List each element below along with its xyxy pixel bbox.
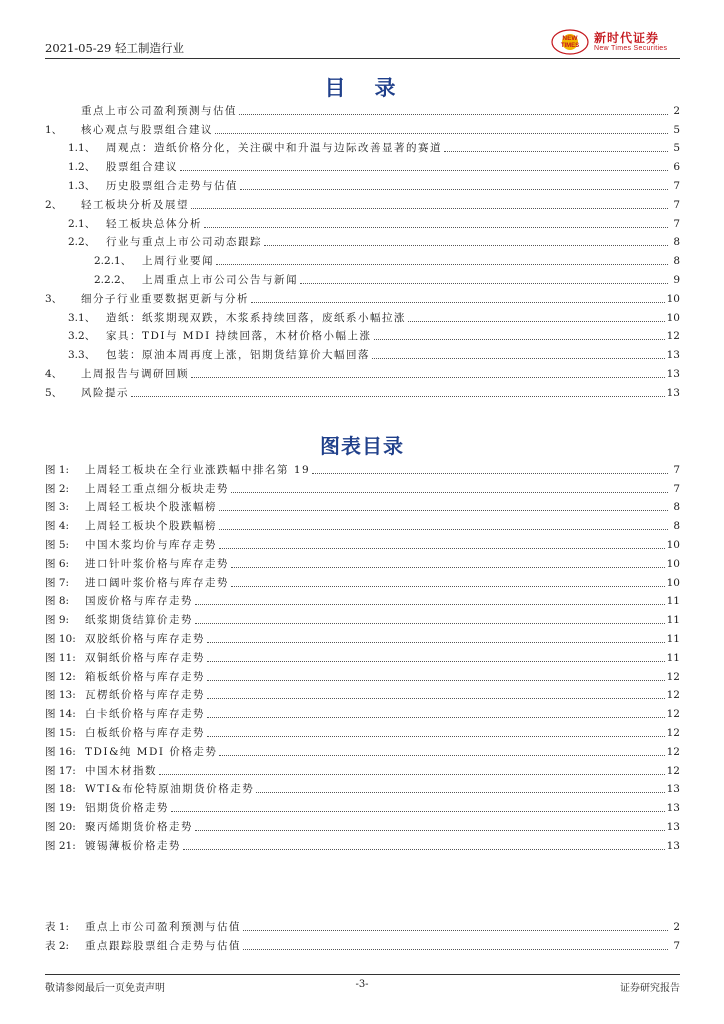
toc-entry-leader-dots [191,208,668,209]
figure-entry-page: 13 [666,839,680,852]
figure-entry-page: 10 [666,557,680,570]
toc-entry-leader-dots [300,283,668,284]
toc-entry-number: 1、 [45,123,63,136]
figure-entry-title: 箱板纸价格与库存走势 [85,670,205,683]
figure-entry-page: 7 [673,463,680,476]
toc-entry-number: 3.3、 [68,349,96,362]
toc-entry-title: 重点上市公司盈利预测与估值 [81,104,237,117]
figure-entry-page: 12 [666,745,680,758]
toc-entry-number: 1.3、 [68,179,96,192]
figure-entry-title: 中国木材指数 [85,764,157,777]
footer-divider [45,974,680,975]
toc-entry-title: 历史股票组合走势与估值 [106,179,238,192]
toc-entry-page: 6 [673,161,680,174]
figure-entry-title: 上周轻工板块个股跌幅榜 [85,520,217,533]
toc-entry-page: 10 [666,311,680,324]
toc-entry[interactable] [45,155,680,174]
figure-entry-leader-dots [231,492,668,493]
figure-entry-leader-dots [231,586,665,587]
figure-entry[interactable] [45,740,680,759]
figure-entry-title: 铝期货价格走势 [85,802,169,815]
figure-entry[interactable] [45,533,680,552]
figure-entry[interactable] [45,458,680,477]
figure-entry-title: 中国木浆均价与库存走势 [85,538,217,551]
toc-entry-leader-dots [374,339,665,340]
figure-entry-number: 图 11: [45,651,76,664]
table-entry[interactable] [45,915,680,934]
figure-entry-leader-dots [207,661,665,662]
toc-entry[interactable] [45,249,680,268]
toc-entry[interactable] [45,381,680,400]
logo-text-cn: 新时代证券 [594,31,660,45]
figure-entry-page: 11 [666,632,680,645]
figure-entry-number: 图 19: [45,802,76,815]
figure-entry-page: 8 [673,501,680,514]
toc-entry-title: 风险提示 [81,386,129,399]
toc-entry[interactable] [45,118,680,137]
toc-entry-title: 细分子行业重要数据更新与分析 [81,292,249,305]
figure-entry-leader-dots [207,680,665,681]
figure-entry-title: 双铜纸价格与库存走势 [85,651,205,664]
toc-list [45,99,680,400]
figure-entry-title: 进口针叶浆价格与库存走势 [85,557,229,570]
figure-entry[interactable] [45,721,680,740]
toc-entry-number: 1.2、 [68,161,96,174]
table-entry-page: 7 [673,939,680,952]
figure-entry-leader-dots [312,473,668,474]
toc-entry[interactable] [45,362,680,381]
figure-entry-leader-dots [219,529,668,530]
page-number: -3- [355,979,369,990]
toc-entry-title: 造纸：纸浆期现双跌，木浆系持续回落，废纸系小幅拉涨 [106,311,406,324]
toc-entry-leader-dots [251,302,665,303]
toc-entry[interactable] [45,174,680,193]
toc-entry-page: 5 [673,123,680,136]
toc-title: 目 录 [324,76,400,100]
toc-entry-leader-dots [372,358,665,359]
figure-entry[interactable] [45,496,680,515]
figure-entry-number: 图 3: [45,501,70,514]
figure-entry-page: 10 [666,538,680,551]
toc-entry-number: 5、 [45,386,63,399]
figure-entry[interactable] [45,514,680,533]
figure-entry-number: 图 9: [45,614,70,627]
figure-entry-page: 13 [666,783,680,796]
figure-entry-number: 图 13: [45,689,76,702]
figure-entry-title: 白卡纸价格与库存走势 [85,708,205,721]
toc-entry-leader-dots [204,227,668,228]
toc-entry-page: 5 [673,142,680,155]
toc-entry[interactable] [45,268,680,287]
toc-entry-leader-dots [191,377,665,378]
toc-entry-leader-dots [264,245,668,246]
figure-entry-page: 11 [666,614,680,627]
figure-entry-page: 12 [666,764,680,777]
toc-entry-page: 7 [673,217,680,230]
figure-entry-title: TDI&纯 MDI 价格走势 [85,745,218,758]
figure-entry-number: 图 10: [45,632,76,645]
toc-entry-leader-dots [444,151,668,152]
company-logo [550,28,680,56]
toc-entry-page: 8 [673,255,680,268]
toc-entry-number: 2.1、 [68,217,96,230]
toc-entry-title: 轻工板块分析及展望 [81,198,189,211]
logo-emblem-icon [550,28,590,56]
table-entry-page: 2 [673,920,680,933]
figures-title: 图表目录 [320,434,404,458]
figure-entry-number: 图 5: [45,538,70,551]
toc-entry-page: 13 [666,367,680,380]
toc-entry[interactable] [45,325,680,344]
toc-entry-leader-dots [408,321,665,322]
toc-entry-number: 2.2.1、 [94,255,132,268]
toc-entry-page: 2 [673,104,680,117]
figure-entry-title: 聚丙烯期货价格走势 [85,820,193,833]
figure-entry-number: 图 16: [45,745,76,758]
toc-entry-number: 3、 [45,292,63,305]
figure-entry[interactable] [45,608,680,627]
header-divider [45,58,680,59]
figure-entry-title: 瓦楞纸价格与库存走势 [85,689,205,702]
figure-entry[interactable] [45,665,680,684]
table-entry-title: 重点跟踪股票组合走势与估值 [85,939,241,952]
figure-entry-number: 图 6: [45,557,70,570]
toc-entry-page: 9 [673,273,680,286]
toc-entry-title: 上周报告与调研回顾 [81,367,189,380]
logo-text-en: New Times Securities [594,45,668,52]
figure-entry[interactable] [45,796,680,815]
figure-entry[interactable] [45,684,680,703]
header-date-industry: 2021-05-29 轻工制造行业 [45,41,184,55]
toc-entry-page: 10 [666,292,680,305]
figure-entry-number: 图 12: [45,670,76,683]
svg-text:NEW: NEW [562,35,578,42]
figure-entry-title: 进口阔叶浆价格与库存走势 [85,576,229,589]
toc-entry[interactable] [45,343,680,362]
toc-entry-leader-dots [239,114,668,115]
toc-entry-page: 13 [666,349,680,362]
toc-entry[interactable] [45,212,680,231]
figure-entry[interactable] [45,759,680,778]
svg-text:TIMES: TIMES [560,43,580,49]
figure-entry-number: 图 15: [45,726,76,739]
figure-entry-leader-dots [207,698,665,699]
toc-entry-title: 上周重点上市公司公告与新闻 [142,273,298,286]
toc-entry[interactable] [45,287,680,306]
figure-entry-number: 图 2: [45,482,70,495]
toc-entry[interactable] [45,231,680,250]
footer-report-type: 证券研究报告 [620,983,680,994]
figure-entry-leader-dots [219,510,668,511]
figure-entry-leader-dots [195,830,665,831]
figure-entry-leader-dots [171,811,665,812]
table-entry-number: 表 2: [45,939,70,952]
toc-entry-page: 12 [666,330,680,343]
figure-entry-title: 白板纸价格与库存走势 [85,726,205,739]
toc-entry-title: 包装：原油本周再度上涨，铝期货结算价大幅回落 [106,349,370,362]
toc-entry-number: 2、 [45,198,63,211]
toc-entry-title: 轻工板块总体分析 [106,217,202,230]
toc-entry-title: 周观点：造纸价格分化，关注碳中和升温与边际改善显著的赛道 [106,142,442,155]
toc-entry[interactable] [45,306,680,325]
figure-entry[interactable] [45,571,680,590]
toc-entry[interactable] [45,193,680,212]
figure-entry-number: 图 18: [45,783,76,796]
figure-entry[interactable] [45,477,680,496]
figure-entry-leader-dots [207,717,665,718]
toc-entry-title: 行业与重点上市公司动态跟踪 [106,236,262,249]
figure-entry-title: 上周轻工板块个股涨幅榜 [85,501,217,514]
toc-entry-leader-dots [240,189,668,190]
figure-entry-page: 7 [673,482,680,495]
figure-entry[interactable] [45,646,680,665]
figure-entry[interactable] [45,834,680,853]
toc-entry-page: 13 [666,386,680,399]
toc-entry-number: 2.2、 [68,236,96,249]
figure-entry-title: WTI&布伦特原油期货价格走势 [85,783,255,796]
figure-entry-leader-dots [231,567,665,568]
toc-entry-title: 家具：TDI与 MDI 持续回落，木材价格小幅上涨 [106,330,372,343]
toc-entry[interactable] [45,99,680,118]
figure-entry-page: 11 [666,595,680,608]
figure-entry-number: 图 4: [45,520,70,533]
figure-entry-title: 上周轻工板块在全行业涨跌幅中排名第 19 [85,463,311,476]
figure-entry-number: 图 17: [45,764,76,777]
figure-entry-leader-dots [219,755,664,756]
figure-entry-title: 国废价格与库存走势 [85,595,193,608]
toc-entry-page: 7 [673,198,680,211]
figure-entry-page: 11 [666,651,680,664]
figure-entry-page: 13 [666,820,680,833]
figure-entry[interactable] [45,552,680,571]
table-entry-leader-dots [243,930,668,931]
table-entry-title: 重点上市公司盈利预测与估值 [85,920,241,933]
footer-disclaimer: 敬请参阅最后一页免责声明 [45,983,165,994]
figure-entry-leader-dots [207,736,665,737]
toc-entry-title: 核心观点与股票组合建议 [81,123,213,136]
toc-entry-title: 股票组合建议 [106,161,178,174]
figure-entry-page: 12 [666,708,680,721]
toc-entry[interactable] [45,137,680,156]
figure-entry-leader-dots [183,849,665,850]
figure-entry-title: 纸浆期货结算价走势 [85,614,193,627]
toc-entry-number: 4、 [45,367,63,380]
toc-entry-leader-dots [180,170,668,171]
figure-entry-page: 12 [666,670,680,683]
figure-entry-number: 图 7: [45,576,70,589]
figure-entry-number: 图 8: [45,595,70,608]
figure-entry-page: 12 [666,689,680,702]
figure-entry-title: 镀锡薄板价格走势 [85,839,181,852]
figure-entry-leader-dots [195,604,665,605]
toc-entry-number: 3.2、 [68,330,96,343]
figure-entry-title: 双胶纸价格与库存走势 [85,632,205,645]
figure-entry-number: 图 1: [45,463,70,476]
figure-entry-title: 上周轻工重点细分板块走势 [85,482,229,495]
figure-entry-leader-dots [159,774,665,775]
figure-entry-page: 12 [666,726,680,739]
figure-entry-page: 13 [666,802,680,815]
figure-entry[interactable] [45,627,680,646]
figure-entry-number: 图 14: [45,708,76,721]
toc-entry-title: 上周行业要闻 [142,255,214,268]
table-entry-number: 表 1: [45,920,70,933]
figure-entry[interactable] [45,778,680,797]
table-entry-leader-dots [243,949,668,950]
figure-entry-leader-dots [256,792,664,793]
toc-entry-page: 7 [673,179,680,192]
toc-entry-leader-dots [215,133,668,134]
toc-entry-number: 1.1、 [68,142,96,155]
figure-entry-leader-dots [195,623,665,624]
figure-entry-number: 图 20: [45,820,76,833]
figure-entry-number: 图 21: [45,839,76,852]
figure-entry-page: 8 [673,520,680,533]
toc-entry-number: 3.1、 [68,311,96,324]
toc-entry-leader-dots [131,396,665,397]
figure-entry[interactable] [45,702,680,721]
tables-list [45,915,680,953]
toc-entry-number: 2.2.2、 [94,273,132,286]
figure-entry[interactable] [45,590,680,609]
figure-entry[interactable] [45,815,680,834]
table-entry[interactable] [45,934,680,953]
figure-entry-leader-dots [207,642,665,643]
figures-list [45,458,680,853]
figure-entry-leader-dots [219,548,665,549]
figure-entry-page: 10 [666,576,680,589]
toc-entry-leader-dots [216,264,668,265]
toc-entry-page: 8 [673,236,680,249]
